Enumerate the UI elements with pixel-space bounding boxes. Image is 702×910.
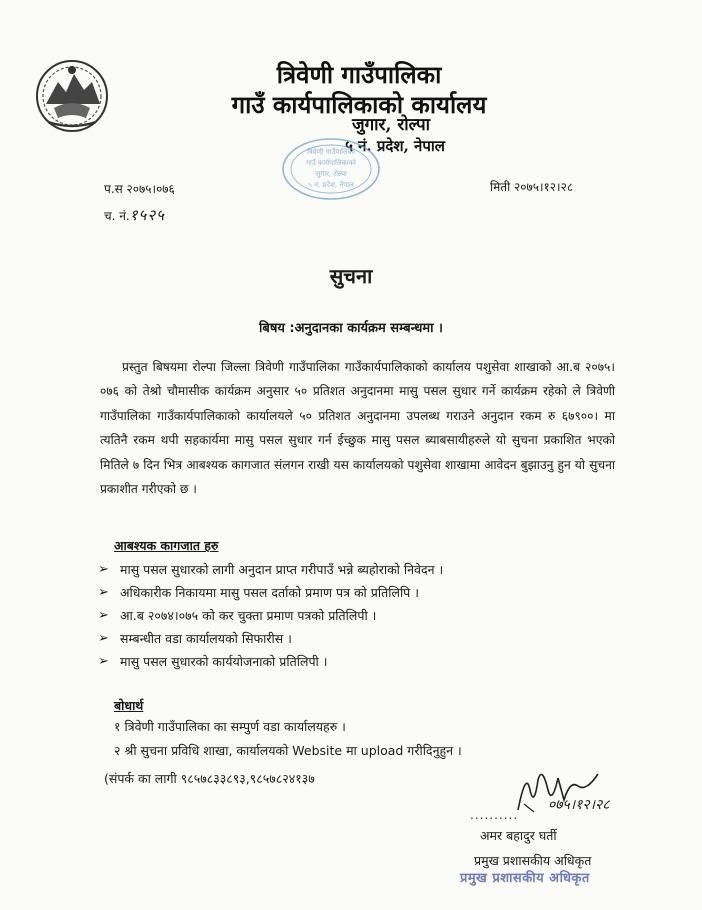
arrowhead-bullet-icon: ➢: [98, 585, 109, 600]
seal-text-3: जुगार, रोल्पा: [315, 170, 347, 178]
arrowhead-bullet-icon: ➢: [98, 608, 109, 623]
office-subtitle: गाउँ कार्यपालिकाको कार्यालय: [231, 90, 487, 119]
notice-title: सुचना: [329, 264, 373, 288]
list-item: ➢ मासु पसल सुधारको कार्ययोजनाको प्रतिलिपी ।: [98, 650, 618, 673]
cc-item: २ श्री सुचना प्रविधि शाखा, कार्यालयको Website मा upload गरीदिनुहुन ।: [114, 743, 462, 758]
signature-line: ..........: [470, 808, 519, 822]
issue-date: मिती २०७५।१२।२८: [490, 180, 574, 194]
list-item: ➢ अधिकारीक निकायमा मासु पसल दर्ताको प्रमाण पत्र को प्रतिलिपि ।: [98, 581, 618, 604]
office-seal-icon: [272, 134, 390, 204]
notice-paragraph: प्रस्तुत बिषयमा रोल्पा जिल्ला त्रिवेणी गाउँपालिका गाउँकार्यपालिकाको कार्यालय पशुसेवा शाखाको आ.ब २०७५।०७६ को तेश्रो चौमासीक कार्यक्रम अनुसार ५० प्रतिशत अनुदानमा मासु पसल सुधार गर्ने कार्यक्रम रहेको ले त्रिवेणी गाउँपालिका गाउँकार्यपालिकाको कार्यालयले ५० प्रतिशत अनुदानमा उपलब्ध गराउने अनुदान रकम रु ६७९००। मा त्यतिनै रकम थपी सहकार्यमा मासु पसल सुधार गर्न ईच्छुक मासु पसल ब्याबसायीहरुले यो सुचना प्रकाशित भएको मितिले ७ दिन भित्र आबश्यक कागजात संलगन राखी यस कार्यालयको पशुसेवा शाखामा आवेदन बुझाउनु हुन यो सुचना प्रकाशीत गरीएको छ ।: [100, 360, 615, 497]
requirements-heading: आबश्यक कागजात हरु: [114, 538, 219, 553]
cc-item: १ त्रिवेणी गाउँपालिका का सम्पुर्ण वडा कार्यालयहरु ।: [114, 719, 346, 734]
list-item: ➢ आ.ब २०७४।०७५ को कर चुक्ता प्रमाण पत्रको प्रतिलिपी ।: [98, 604, 618, 627]
office-name: त्रिवेणी गाउँपालिका: [276, 60, 442, 89]
arrowhead-bullet-icon: ➢: [98, 562, 109, 577]
dispatch-number: १५२५: [129, 206, 165, 224]
position-stamp: प्रमुख प्रशासकीय अधिकृत: [460, 871, 590, 886]
dispatch-prefix: च. नं.: [104, 209, 130, 223]
notice-subject: बिषय :अनुदानका कार्यक्रम सम्बन्धमा ।: [259, 321, 443, 336]
office-location: जुगार, रोल्पा: [351, 115, 431, 135]
cc-heading: बोधार्थ: [114, 698, 144, 713]
requirements-list: [98, 558, 618, 673]
list-item: ➢ सम्बन्धीत वडा कार्यालयको सिफारीस ।: [98, 627, 618, 650]
fiscal-year-ref: प.स २०७५।०७६: [104, 182, 175, 196]
signatory-name: अमर बहादुर घर्ती: [480, 828, 557, 843]
arrowhead-bullet-icon: ➢: [98, 654, 109, 669]
notice-body: [100, 355, 615, 501]
office-province: ५ नं. प्रदेश, नेपाल: [345, 137, 445, 155]
list-item: ➢ मासु पसल सुधारको लागी अनुदान प्राप्त गरीपाउँ भन्ने ब्यहोराको निवेदन ।: [98, 558, 618, 581]
dispatch-number-ref: [104, 205, 165, 225]
signature-date: ०७५।१२।२८: [548, 797, 610, 813]
contact-numbers: (संपर्क का लागी ९८५७८३३८९३,९८५७८२४१३७: [104, 771, 315, 786]
signatory-position: प्रमुख प्रशासकीय अधिकृत: [474, 853, 592, 868]
seal-text-2: गाउँ कार्यपालिकाको: [306, 159, 356, 167]
arrowhead-bullet-icon: ➢: [98, 631, 109, 646]
seal-text-4: ५ नं. प्रदेश, नेपाल: [308, 181, 354, 189]
seal-text-1: त्रिवेणी गाउँपालिका: [307, 148, 355, 156]
